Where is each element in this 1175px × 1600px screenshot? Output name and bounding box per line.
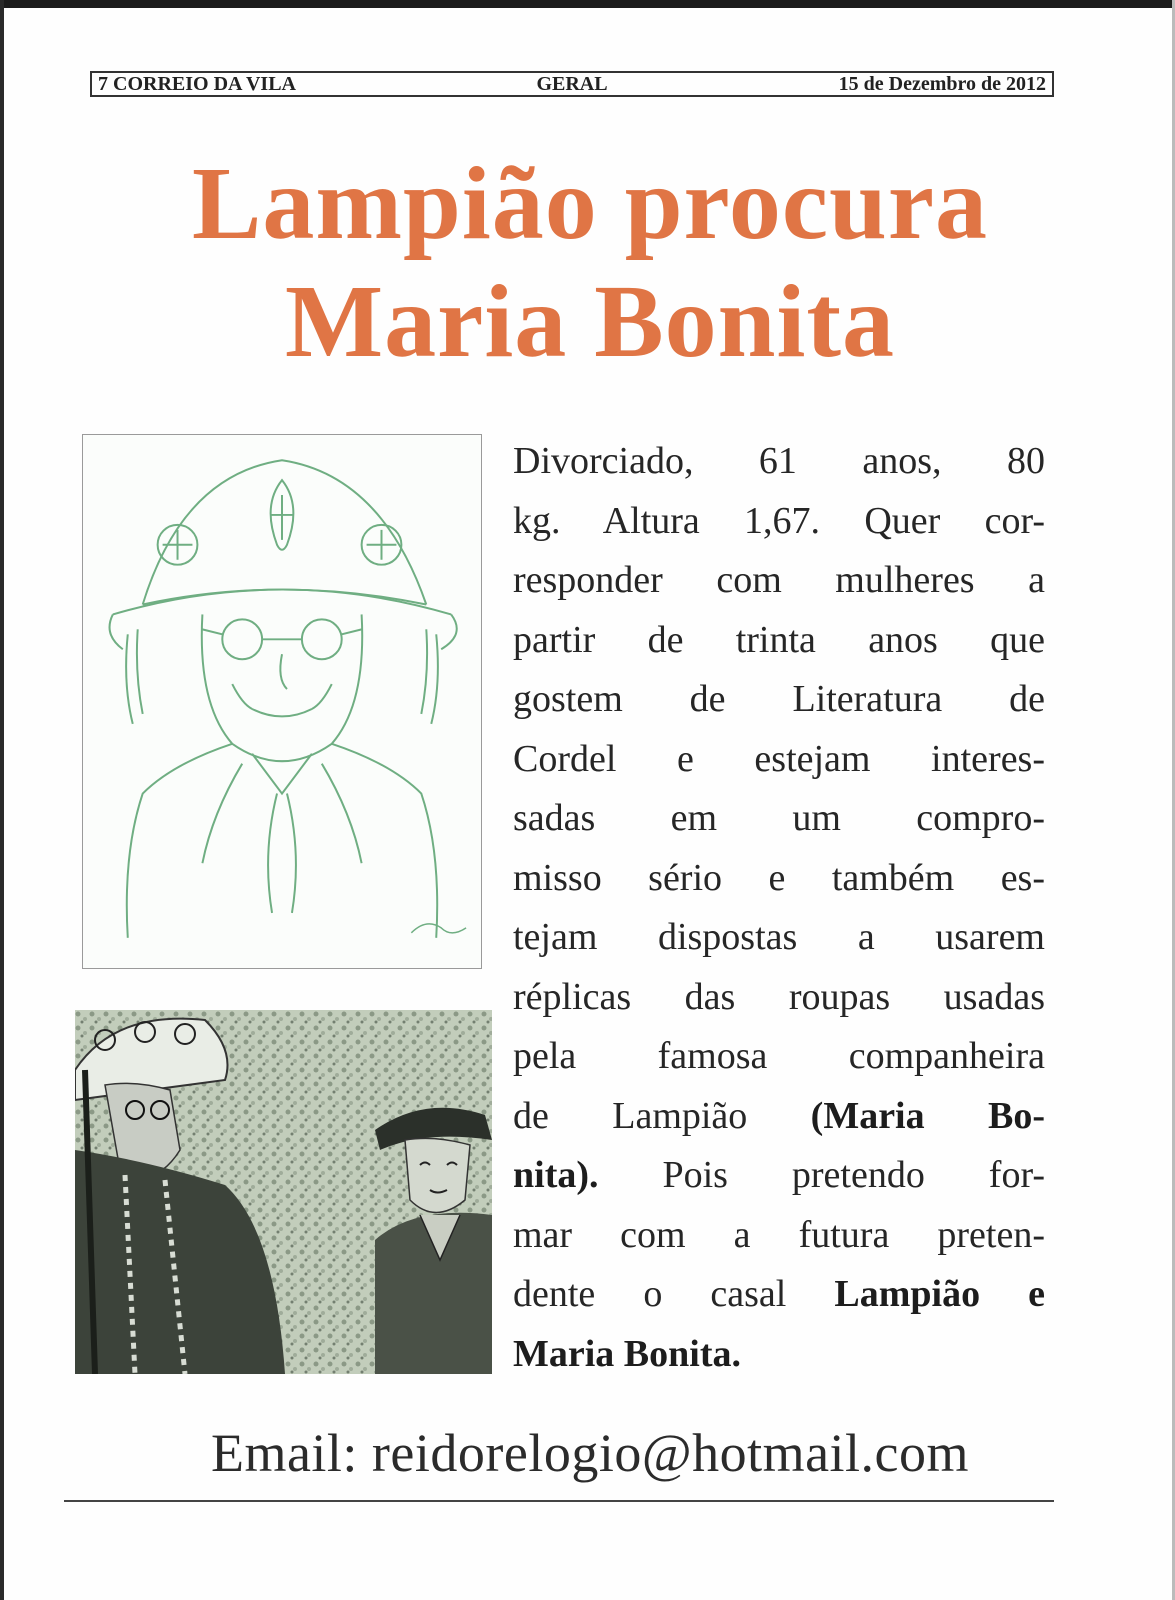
article-text: Pois pretendo for- [598,1154,1045,1196]
headline [60,145,1120,381]
article-line [513,670,1045,730]
article-bold-text: nita). [513,1154,599,1196]
article-line [513,432,1045,492]
article-line [513,968,1045,1028]
article-line [513,1325,1045,1385]
article-text: mar com a futura preten- [513,1213,1045,1256]
article-text: kg. Altura 1,67. Quer cor- [513,499,1045,542]
article-line [513,1146,1045,1206]
masthead-section: GERAL [536,72,608,95]
lampiao-maria-bonita-photo-icon [75,1010,492,1374]
scan-border-left [0,0,4,1600]
article-text: responder com mulheres a [513,559,1045,601]
headline-line-1: Lampião procura [191,146,988,261]
article-text: sadas em um compro- [513,797,1045,839]
bottom-rule [64,1500,1054,1502]
article-text: réplicas das roupas usadas [513,975,1045,1018]
masthead-left: 7 CORREIO DA VILA [98,72,296,95]
article-text: gostem de Literatura de [513,678,1045,720]
article-line [513,1265,1045,1325]
headline-line-2: Maria Bonita [285,264,895,379]
article-line [513,1027,1045,1087]
article-bold-text: Lampião e [834,1273,1045,1315]
article-text: misso sério e também es- [513,856,1045,899]
article-text: tejam dispostas a usarem [513,916,1045,958]
article-line [513,789,1045,849]
article-line [513,551,1045,611]
contact-email: Email: reidorelogio@hotmail.com [210,1423,970,1483]
article-text: partir de trinta anos que [513,618,1045,661]
article-line [513,849,1045,909]
article-text: de Lampião [513,1094,811,1137]
scan-border-top [0,0,1175,8]
article-line [513,1206,1045,1266]
masthead [90,71,1054,97]
article-body [513,432,1045,1384]
article-text: pela famosa companheira [513,1035,1045,1077]
article-text: Divorciado, 61 anos, 80 [513,440,1045,482]
article-bold-text: Maria Bonita. [513,1332,741,1375]
article-line [513,492,1045,552]
lampiao-sketch-icon [82,434,482,969]
article-line [513,730,1045,790]
masthead-date: 15 de Dezembro de 2012 [838,72,1046,95]
article-line [513,611,1045,671]
article-bold-text: (Maria Bo- [810,1094,1045,1137]
article-text: Cordel e estejam interes- [513,737,1045,780]
article-line [513,1087,1045,1147]
article-line [513,908,1045,968]
article-text: dente o casal [513,1273,835,1315]
